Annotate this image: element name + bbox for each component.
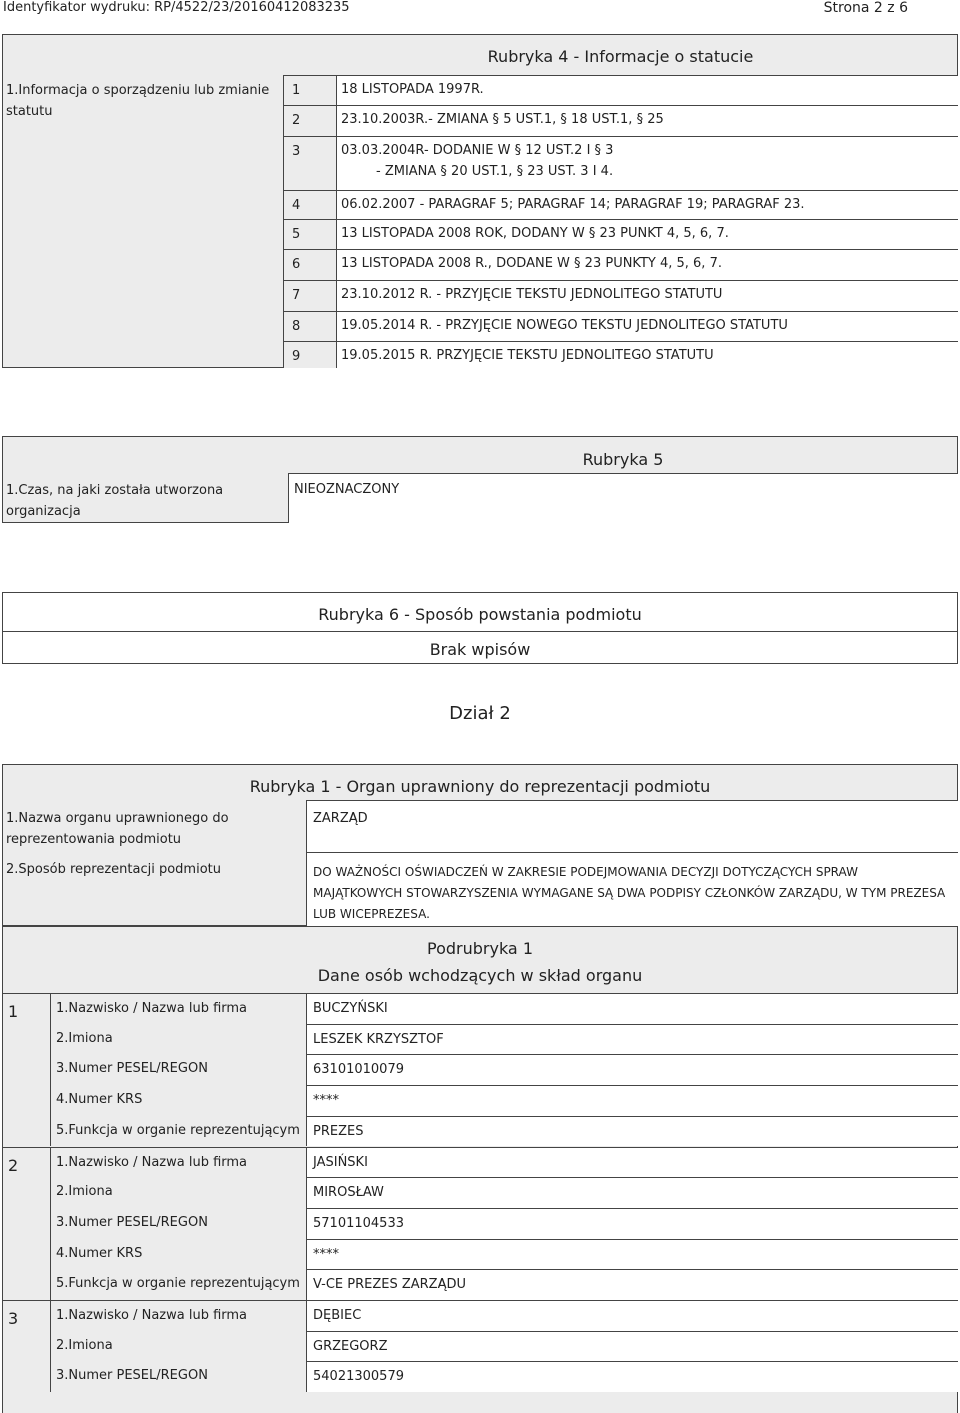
person-field-label: 3.Numer PESEL/REGON — [50, 1361, 306, 1392]
podrubryka-title: Podrubryka 1 — [427, 939, 533, 958]
print-header — [0, 0, 960, 18]
rubryka4-label: 1.Informacja o sporządzeniu lub zmianie statutu — [6, 83, 270, 119]
rubryka4-row — [283, 249, 958, 280]
rubryka4-row — [283, 190, 958, 219]
page-number: Strona 2 z 6 — [823, 0, 908, 16]
rubryka4-row — [283, 219, 958, 249]
rubryka4-row-num: 9 — [283, 341, 336, 368]
rubryka4-row-text-continued: - ZMIANA § 20 UST.1, § 23 UST. 3 I 4. — [376, 164, 614, 179]
rubryka4-row-value-cell — [336, 105, 958, 136]
person-field-value: GRZEGORZ — [306, 1331, 958, 1362]
rubryka4-row-value-cell — [336, 249, 958, 280]
rubryka4-row-value-cell — [336, 75, 958, 105]
organ-label: 1.Nazwa organu uprawnionego do reprezentowania podmiotu — [6, 811, 229, 847]
rubryka4-row-value-cell — [336, 190, 958, 219]
rubryka4-row-text: 19.05.2015 R. PRZYJĘCIE TEKSTU JEDNOLITEGO STATUTU — [341, 348, 714, 363]
organ-value: ZARZĄD — [313, 811, 368, 826]
rubryka5-title: Rubryka 5 — [582, 450, 664, 469]
person-field-label: 1.Nazwisko / Nazwa lub firma — [50, 993, 306, 1024]
person-number: 1 — [2, 993, 50, 1147]
rubryka4-row-num: 6 — [283, 249, 336, 280]
person-field-value: JASIŃSKI — [306, 1147, 958, 1178]
person-field-value: V-CE PREZES ZARZĄDU — [306, 1269, 958, 1300]
rubryka4-row — [283, 75, 958, 105]
method-label: 2.Sposób reprezentacji podmiotu — [6, 862, 221, 877]
rubryka4-row-value-cell — [336, 280, 958, 311]
rubryka6-empty: Brak wpisów — [429, 640, 531, 659]
person-field-label: 3.Numer PESEL/REGON — [50, 1208, 306, 1239]
rubryka4-row-value-cell — [336, 341, 958, 368]
rubryka4-row-value-cell — [336, 136, 958, 190]
rubryka6-title: Rubryka 6 - Sposób powstania podmiotu — [318, 605, 642, 624]
person-field-label: 3.Numer PESEL/REGON — [50, 1054, 306, 1085]
organ-value-cell — [306, 800, 958, 852]
method-value-cell — [306, 852, 958, 926]
rubryka5-label: 1.Czas, na jaki została utworzona organizacja — [6, 483, 224, 519]
rubryka4-row-num: 3 — [283, 136, 336, 190]
rubryka4-row-num: 1 — [283, 75, 336, 105]
person-field-value: 63101010079 — [306, 1054, 958, 1085]
person-field-label: 1.Nazwisko / Nazwa lub firma — [50, 1300, 306, 1331]
person-field-label: 2.Imiona — [50, 1024, 306, 1055]
person-field-value: **** — [306, 1239, 958, 1270]
rubryka4-row-num: 2 — [283, 105, 336, 136]
rubryka4-row — [283, 341, 958, 368]
rubryka4-row-num: 7 — [283, 280, 336, 311]
person-field-value: DĘBIEC — [306, 1300, 958, 1331]
rubryka5-value: NIEOZNACZONY — [294, 482, 400, 497]
rubryka4-row-value-cell — [336, 311, 958, 341]
person-field-value: 54021300579 — [306, 1361, 958, 1392]
person-field-label: 5.Funkcja w organie reprezentującym — [50, 1269, 306, 1300]
dzial2-rubryka1-title: Rubryka 1 - Organ uprawniony do reprezentacji podmiotu — [249, 777, 711, 796]
person-field-value: PREZES — [306, 1116, 958, 1147]
person-field-label: 4.Numer KRS — [50, 1239, 306, 1270]
person-number: 3 — [2, 1300, 50, 1413]
person-number: 2 — [2, 1147, 50, 1301]
person-field-label: 5.Funkcja w organie reprezentującym — [50, 1116, 306, 1147]
rubryka4-row-num: 5 — [283, 219, 336, 249]
rubryka4-row-num: 4 — [283, 190, 336, 219]
rubryka4-row-num: 8 — [283, 311, 336, 341]
rubryka4-row-text: 06.02.2007 - PARAGRAF 5; PARAGRAF 14; PARAGRAF 19; PARAGRAF 23. — [341, 197, 805, 212]
person-field-label: 2.Imiona — [50, 1177, 306, 1208]
rubryka4-row-text: 13 LISTOPADA 2008 ROK, DODANY W § 23 PUNKT 4, 5, 6, 7. — [341, 226, 729, 241]
rubryka4-row-text: 03.03.2004R- DODANIE W § 12 UST.2 I § 3 — [341, 143, 614, 158]
rubryka4-row-text: 13 LISTOPADA 2008 R., DODANE W § 23 PUNKTY 4, 5, 6, 7. — [341, 256, 722, 271]
rubryka5-value-cell — [288, 473, 958, 523]
method-value: DO WAŻNOŚCI OŚWIADCZEŃ W ZAKRESIE PODEJMOWANIA DECYZJI DOTYCZĄCYCH SPRAW MAJĄTKOWYCH STOWARZYSZENIA WYMAGANE SĄ DWA PODPISY CZŁONKÓW ZARZĄDU, W TYM PREZESA LUB WICEPREZESA. — [313, 865, 946, 921]
person-field-label: 4.Numer KRS — [50, 1085, 306, 1116]
rubryka4-row-value-cell — [336, 219, 958, 249]
rubryka4-row-text: 23.10.2012 R. - PRZYJĘCIE TEKSTU JEDNOLITEGO STATUTU — [341, 287, 723, 302]
rubryka4-row — [283, 311, 958, 341]
dzial2-title: Dział 2 — [449, 703, 511, 724]
rubryka4-row — [283, 280, 958, 311]
person-field-value: MIROSŁAW — [306, 1177, 958, 1208]
person-field-value: **** — [306, 1085, 958, 1116]
print-id: Identyfikator wydruku: RP/4522/23/20160412083235 — [3, 0, 350, 15]
rubryka4-row-text: 23.10.2003R.- ZMIANA § 5 UST.1, § 18 UST.1, § 25 — [341, 112, 664, 127]
rubryka4-row — [283, 136, 958, 190]
person-field-label: 2.Imiona — [50, 1331, 306, 1362]
person-field-value: 57101104533 — [306, 1208, 958, 1239]
person-field-label: 1.Nazwisko / Nazwa lub firma — [50, 1147, 306, 1178]
rubryka4-title: Rubryka 4 - Informacje o statucie — [487, 47, 754, 66]
person-field-value: BUCZYŃSKI — [306, 993, 958, 1024]
rubryka4-row-text: 18 LISTOPADA 1997R. — [341, 82, 484, 97]
person-field-value: LESZEK KRZYSZTOF — [306, 1024, 958, 1055]
rubryka4-row-text: 19.05.2014 R. - PRZYJĘCIE NOWEGO TEKSTU JEDNOLITEGO STATUTU — [341, 318, 788, 333]
podrubryka-subtitle: Dane osób wchodzących w skład organu — [317, 966, 643, 985]
rubryka4-row — [283, 105, 958, 136]
